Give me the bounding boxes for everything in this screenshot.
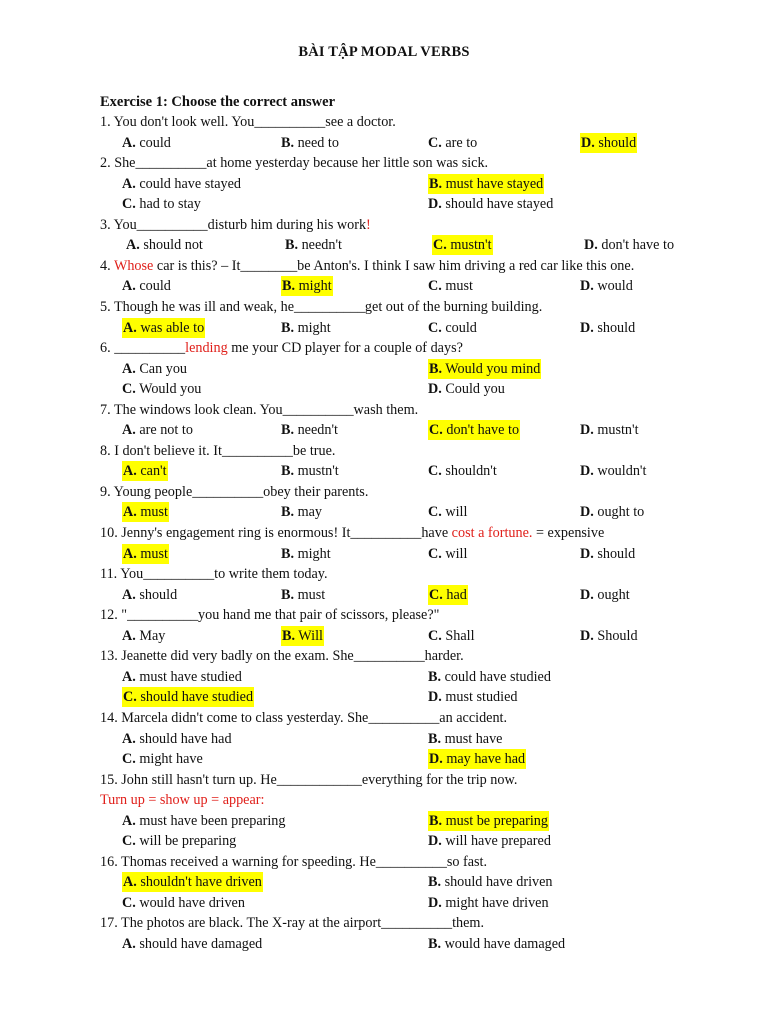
option-letter: A. — [123, 545, 137, 562]
option-letter: A. — [126, 237, 140, 254]
question-part: car is this? – It________be Anton's. I think I saw him driving a red car like this one. — [153, 257, 635, 274]
exercise-heading: Exercise 1: Choose the correct answer — [100, 94, 336, 110]
question-text — [100, 338, 463, 358]
option-letter: A. — [122, 278, 136, 295]
answer-option[interactable] — [122, 174, 241, 194]
option-letter: C. — [429, 586, 443, 603]
answer-option[interactable] — [428, 276, 473, 296]
question-number: 3. — [100, 216, 114, 233]
option-text: might have driven — [441, 894, 549, 911]
option-letter: C. — [123, 689, 137, 706]
option-letter: D. — [428, 833, 442, 850]
option-text: mustn't — [294, 463, 339, 480]
answer-option[interactable] — [580, 626, 638, 646]
option-letter: C. — [122, 894, 136, 911]
option-text: needn't — [298, 237, 342, 254]
option-text: will have prepared — [441, 833, 551, 850]
answer-option[interactable] — [285, 235, 342, 255]
option-letter: A. — [122, 586, 136, 603]
option-letter: A. — [123, 504, 137, 521]
option-letter: B. — [429, 360, 443, 377]
option-letter: D. — [428, 381, 442, 398]
question-number: 7. — [100, 401, 114, 418]
option-letter: A. — [122, 360, 136, 377]
option-text: don't have to — [597, 237, 675, 254]
page-title: BÀI TẬP MODAL VERBS — [298, 44, 470, 60]
question-number: 16. — [100, 853, 122, 870]
option-text: might have — [135, 751, 203, 768]
option-letter: C. — [122, 833, 136, 850]
option-letter: B. — [281, 545, 295, 562]
question-text — [100, 564, 328, 584]
correct-answer-option[interactable] — [122, 318, 205, 338]
option-text: could — [135, 134, 171, 151]
option-letter: C. — [428, 278, 442, 295]
answer-option[interactable] — [428, 626, 475, 646]
answer-option[interactable] — [122, 276, 171, 296]
answer-option[interactable] — [428, 379, 505, 399]
option-letter: D. — [429, 751, 443, 768]
answer-option[interactable] — [580, 502, 644, 522]
option-text: must have — [441, 730, 503, 747]
question-text — [100, 441, 335, 461]
question-number: 12. — [100, 607, 122, 624]
correct-answer-option[interactable] — [122, 502, 169, 522]
option-letter: D. — [428, 894, 442, 911]
question-part: __________ — [114, 340, 186, 357]
question-part: Jenny's engagement ring is enormous! It__________have — [121, 525, 452, 541]
correct-answer-option[interactable] — [428, 749, 526, 769]
option-text: might — [295, 278, 332, 295]
option-text: Would you mind — [442, 360, 541, 377]
option-text: was able to — [136, 319, 205, 336]
option-text: would have damaged — [441, 936, 566, 952]
answer-option[interactable] — [122, 893, 245, 913]
option-text: may — [294, 504, 322, 521]
question-text — [100, 852, 487, 872]
correct-answer-option[interactable] — [281, 276, 333, 296]
question-part: You don't look well. You__________see a doctor. — [113, 114, 396, 130]
option-text: could — [135, 278, 171, 295]
option-letter: A. — [122, 936, 136, 952]
question-part: me your CD player for a couple of days? — [227, 340, 463, 357]
answer-option[interactable] — [122, 626, 165, 646]
question-part: Marcela didn't come to class yesterday. She__________an accident. — [121, 709, 508, 726]
option-text: will — [441, 545, 468, 562]
correct-answer-option[interactable] — [428, 585, 468, 605]
option-text: must — [136, 545, 168, 562]
option-letter: A. — [122, 668, 136, 685]
option-letter: B. — [428, 936, 442, 952]
correct-answer-option[interactable] — [428, 359, 541, 379]
option-text: had to stay — [135, 196, 201, 213]
option-text: mustn't — [446, 237, 492, 254]
option-letter: C. — [122, 196, 136, 213]
option-text: must have studied — [135, 668, 242, 685]
answer-option[interactable] — [281, 420, 338, 440]
answer-option[interactable] — [580, 276, 633, 296]
option-letter: A. — [123, 463, 137, 480]
option-text: should have driven — [441, 874, 553, 891]
question-part: The windows look clean. You__________wash them. — [113, 401, 419, 418]
option-text: should — [593, 319, 636, 336]
option-letter: B. — [281, 319, 295, 336]
option-text: must — [136, 504, 168, 521]
option-letter: B. — [429, 812, 443, 829]
option-text: Would you — [135, 381, 202, 398]
option-letter: B. — [281, 463, 295, 480]
answer-option[interactable] — [428, 831, 551, 851]
answer-option[interactable] — [122, 420, 193, 440]
question-number: 15. — [100, 771, 122, 788]
answer-option[interactable] — [580, 420, 639, 440]
answer-option[interactable] — [122, 133, 171, 153]
correct-answer-option[interactable] — [122, 544, 169, 564]
answer-option[interactable] — [122, 359, 187, 379]
option-text: should not — [139, 237, 203, 254]
option-letter: B. — [281, 504, 295, 521]
answer-option[interactable] — [122, 667, 242, 687]
option-text: are to — [441, 134, 478, 151]
question-part: = expensive — [532, 525, 605, 541]
option-letter: A. — [122, 175, 136, 192]
option-letter: D. — [584, 237, 598, 254]
question-number: 13. — [100, 648, 122, 665]
answer-option[interactable] — [281, 461, 339, 481]
answer-option[interactable] — [580, 585, 630, 605]
question-part: Thomas received a warning for speeding. He__________so fast. — [121, 853, 488, 870]
question-number: 17. — [100, 915, 122, 932]
option-text: should — [135, 586, 178, 603]
option-text: should have stayed — [441, 196, 554, 213]
option-letter: D. — [580, 319, 594, 336]
answer-option[interactable] — [428, 194, 553, 214]
option-text: wouldn't — [593, 463, 647, 480]
correct-answer-option[interactable] — [122, 872, 263, 892]
answer-option[interactable] — [281, 502, 322, 522]
question-number: 1. — [100, 114, 114, 130]
question-text — [100, 605, 439, 625]
question-text — [100, 215, 371, 235]
option-text: could — [441, 319, 477, 336]
question-text — [100, 400, 418, 420]
question-text — [100, 646, 464, 666]
option-text: shouldn't have driven — [136, 874, 262, 891]
option-text: should have had — [135, 730, 232, 747]
option-letter: A. — [123, 319, 137, 336]
question-text — [100, 112, 396, 132]
question-number: 14. — [100, 709, 122, 726]
option-text: may have had — [442, 751, 526, 768]
question-number: 6. — [100, 340, 115, 357]
option-letter: B. — [281, 422, 295, 439]
question-number: 2. — [100, 155, 115, 172]
correct-answer-option[interactable] — [432, 235, 493, 255]
question-text — [100, 913, 484, 933]
option-letter: C. — [433, 237, 447, 254]
question-text — [100, 770, 517, 790]
option-letter: B. — [282, 278, 296, 295]
option-text: ought to — [593, 504, 645, 521]
option-text: must have been preparing — [135, 812, 286, 829]
option-letter: C. — [122, 751, 136, 768]
option-text: needn't — [294, 422, 338, 439]
question-part: I don't believe it. It__________be true. — [114, 442, 336, 459]
answer-option[interactable] — [122, 934, 262, 954]
question-text — [100, 256, 634, 276]
correct-answer-option[interactable] — [281, 626, 324, 646]
answer-option[interactable] — [580, 461, 646, 481]
correct-answer-option[interactable] — [428, 811, 549, 831]
option-letter: B. — [428, 668, 442, 685]
correct-answer-option[interactable] — [122, 461, 168, 481]
option-text: shouldn't — [441, 463, 497, 480]
answer-option[interactable] — [428, 893, 549, 913]
option-text: ought — [593, 586, 630, 603]
option-text: could have stayed — [135, 175, 241, 192]
question-part: John still hasn't turn up. He____________everything for the trip now. — [121, 771, 518, 788]
answer-option[interactable] — [580, 544, 635, 564]
option-text: Should — [593, 627, 638, 644]
option-letter: C. — [428, 504, 442, 521]
option-text: are not to — [135, 422, 193, 439]
option-letter: A. — [122, 627, 136, 644]
option-letter: D. — [428, 196, 442, 213]
answer-option[interactable] — [126, 235, 203, 255]
answer-option[interactable] — [428, 934, 565, 954]
question-text — [100, 482, 368, 502]
option-letter: A. — [122, 812, 136, 829]
option-letter: B. — [282, 627, 296, 644]
option-text: Could you — [441, 381, 505, 398]
answer-option[interactable] — [281, 544, 331, 564]
answer-option[interactable] — [122, 585, 177, 605]
question-part: You__________disturb him during his work — [113, 216, 367, 233]
option-text: might — [294, 319, 331, 336]
question-number: 8. — [100, 442, 115, 459]
question-number: 11. — [100, 566, 121, 583]
option-letter: A. — [122, 730, 136, 747]
option-letter: B. — [428, 730, 442, 747]
answer-option[interactable] — [281, 585, 325, 605]
option-letter: D. — [580, 586, 594, 603]
question-text — [100, 297, 542, 317]
option-letter: C. — [428, 134, 442, 151]
option-text: had — [442, 586, 467, 603]
option-text: don't have to — [442, 422, 520, 439]
answer-option[interactable] — [584, 235, 674, 255]
answer-option[interactable] — [428, 667, 551, 687]
option-text: will — [441, 504, 468, 521]
answer-option[interactable] — [428, 872, 553, 892]
correct-answer-option[interactable] — [122, 687, 254, 707]
option-letter: A. — [122, 134, 136, 151]
question-part: Young people__________obey their parents. — [113, 483, 369, 500]
option-letter: B. — [285, 237, 299, 254]
answer-option[interactable] — [122, 749, 203, 769]
option-text: Can you — [135, 360, 188, 377]
option-letter: B. — [428, 874, 442, 891]
option-text: May — [135, 627, 166, 644]
option-letter: C. — [428, 463, 442, 480]
option-letter: D. — [580, 504, 594, 521]
option-letter: D. — [580, 545, 594, 562]
question-part: Though he was ill and weak, he__________get out of the burning building. — [113, 298, 543, 315]
option-text: would — [593, 278, 633, 295]
option-letter: C. — [428, 627, 442, 644]
question-number: 5. — [100, 298, 114, 315]
option-text: should — [594, 134, 637, 151]
option-letter: B. — [281, 134, 295, 151]
option-letter: A. — [123, 874, 137, 891]
question-part: "__________you hand me that pair of scissors, please?" — [121, 607, 440, 624]
option-text: should have studied — [136, 689, 254, 706]
question-part: Jeanette did very badly on the exam. She__________harder. — [121, 648, 464, 665]
answer-option[interactable] — [122, 811, 286, 831]
correct-answer-option[interactable] — [428, 174, 544, 194]
option-letter: C. — [428, 319, 442, 336]
option-text: must be preparing — [442, 812, 548, 829]
option-letter: D. — [428, 689, 442, 706]
question-number: 4. — [100, 257, 114, 274]
option-text: must — [441, 278, 473, 295]
option-text: must studied — [441, 689, 518, 706]
answer-option[interactable] — [281, 133, 339, 153]
vocab-note: Turn up = show up = appear: — [100, 792, 265, 809]
answer-option[interactable] — [580, 318, 635, 338]
correct-answer-option[interactable] — [428, 420, 520, 440]
option-letter: D. — [580, 422, 594, 439]
option-text: must have stayed — [442, 175, 544, 192]
option-letter: C. — [429, 422, 443, 439]
answer-option[interactable] — [428, 502, 467, 522]
option-text: should — [593, 545, 636, 562]
option-text: Shall — [441, 627, 475, 644]
answer-option[interactable] — [122, 831, 236, 851]
answer-option[interactable] — [281, 318, 331, 338]
option-text: should have damaged — [135, 936, 263, 952]
answer-option[interactable] — [428, 318, 477, 338]
question-part: The photos are black. The X-ray at the airport__________them. — [121, 915, 485, 932]
answer-option[interactable] — [428, 133, 477, 153]
question-part: She__________at home yesterday because her little son was sick. — [114, 155, 489, 172]
option-text: can't — [136, 463, 167, 480]
option-text: might — [294, 545, 331, 562]
option-text: mustn't — [593, 422, 639, 439]
highlighted-word: Whose — [113, 257, 154, 274]
question-part: You__________to write them today. — [120, 566, 328, 583]
option-text: will be preparing — [135, 833, 237, 850]
option-text: need to — [294, 134, 339, 151]
highlighted-word: ! — [366, 216, 371, 233]
answer-option[interactable] — [428, 729, 502, 749]
option-text: could have studied — [441, 668, 551, 685]
option-text: would have driven — [135, 894, 245, 911]
option-letter: B. — [429, 175, 443, 192]
option-letter: D. — [580, 627, 594, 644]
answer-option[interactable] — [428, 461, 497, 481]
option-letter: C. — [122, 381, 136, 398]
answer-option[interactable] — [122, 194, 201, 214]
option-text: must — [294, 586, 326, 603]
question-text — [100, 708, 507, 728]
question-number: 9. — [100, 483, 114, 500]
option-letter: D. — [580, 278, 594, 295]
highlighted-word: cost a fortune. — [451, 525, 533, 541]
option-letter: B. — [281, 586, 295, 603]
answer-option[interactable] — [122, 729, 232, 749]
question-number: 10. — [100, 525, 122, 541]
option-letter: C. — [428, 545, 442, 562]
answer-option[interactable] — [122, 379, 201, 399]
option-letter: D. — [580, 463, 594, 480]
answer-option[interactable] — [428, 687, 517, 707]
question-text — [100, 523, 604, 543]
option-text: Will — [295, 627, 323, 644]
highlighted-word: lending — [185, 340, 228, 357]
option-letter: A. — [122, 422, 136, 439]
correct-answer-option[interactable] — [580, 133, 637, 153]
option-letter: D. — [581, 134, 595, 151]
question-text — [100, 153, 488, 173]
answer-option[interactable] — [428, 544, 467, 564]
